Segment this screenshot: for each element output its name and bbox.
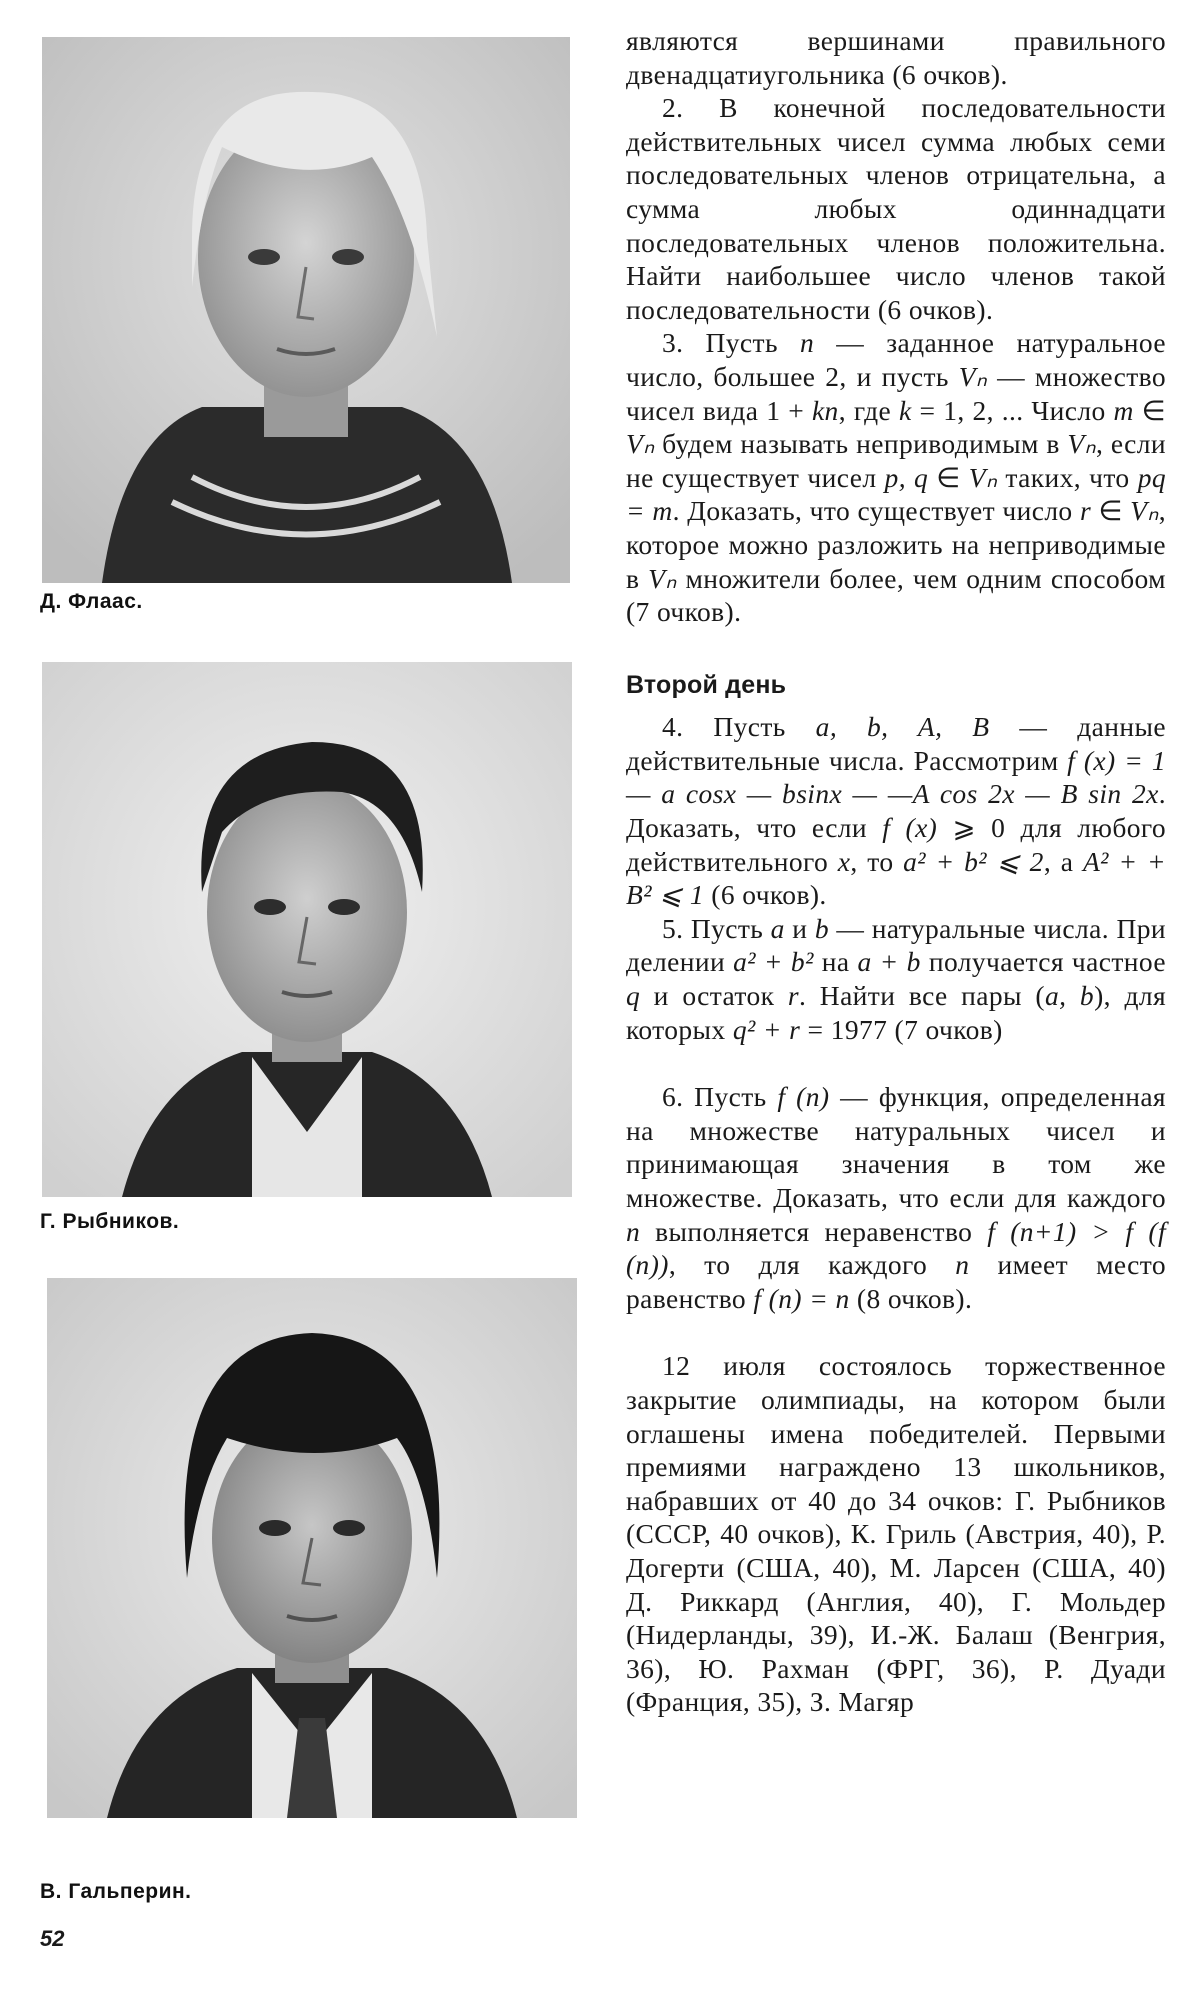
- portrait-photo-galperin: [47, 1278, 577, 1818]
- text-column: [626, 24, 1166, 1719]
- page-number: 52: [40, 1926, 65, 1951]
- photo-caption-flaas: Д. Флаас.: [40, 590, 143, 613]
- paragraph-problem5: 5. Пусть a и b — натуральные числа. При делении a² + b² на a + b получается частное q и остаток r. Найти все пары (a, b), для которых q² + r = 1977 (7 очков): [626, 912, 1167, 1045]
- paragraph-problem6: 6. Пусть f (n) — функция, определенная на множестве натуральных чисел и принимающая значения в том же множестве. Доказать, что если для каждого n выполняется неравенство f (n+1) > f (f (n)), то для каждого n имеет место равенство f (n) = n (8 очков).: [626, 1081, 1166, 1314]
- paragraph-problem3: 3. Пусть n — заданное натуральное число, большее 2, и пусть Vₙ — множество чисел вида 1 + kn, где k = 1, 2, ... Число m ∈ Vₙ будем называть неприводимым в Vₙ, если не существует чисел p, q ∈ Vₙ таких, что pq = m. Доказать, что существует число r ∈ Vₙ, которое можно разложить на неприводимые в Vₙ множители более, чем одним способом (7 очков).: [626, 327, 1167, 628]
- section-heading-day2: Второй день: [626, 670, 787, 699]
- photo-caption-rybnikov: Г. Рыбников.: [40, 1210, 180, 1233]
- paragraph-problem1-end: являются вершинами правильного двенадцатиугольника (6 очков).: [626, 25, 1166, 90]
- paragraph-problem4: 4. Пусть a, b, A, B — данные действительные числа. Рассмотрим f (x) = 1 — a cosx — bsinx — —A cos 2x — B sin 2x. Доказать, что если f (x) ⩾ 0 для любого действительного x, то a² + b² ⩽ 2, а A² + + B² ⩽ 1 (6 очков).: [626, 711, 1167, 911]
- portrait-photo-flaas: [42, 37, 570, 583]
- paragraph-problem2: 2. В конечной последовательности действительных чисел сумма любых семи последовательных членов отрицательна, а сумма любых одиннадцати последовательных членов положительна. Найти наибольшее число членов такой последовательности (6 очков).: [626, 92, 1166, 325]
- paragraph-closing-ceremony: 12 июля состоялось торжественное закрытие олимпиады, на котором были оглашены имена победителей. Первыми премиями награждено 13 школьников, набравших от 40 до 34 очков: Г. Рыбников (СССР, 40 очков), К. Гриль (Австрия, 40), Р. Догерти (США, 40), М. Ларсен (США, 40) Д. Риккард (Англия, 40), Г. Мольдер (Нидерланды, 39), И.-Ж. Балаш (Венгрия, 36), Ю. Рахман (ФРГ, 36), Р. Дуади (Франция, 35), З. Магяр: [626, 1350, 1166, 1718]
- portrait-photo-rybnikov: [42, 662, 572, 1197]
- photo-caption-galperin: В. Гальперин.: [40, 1880, 192, 1903]
